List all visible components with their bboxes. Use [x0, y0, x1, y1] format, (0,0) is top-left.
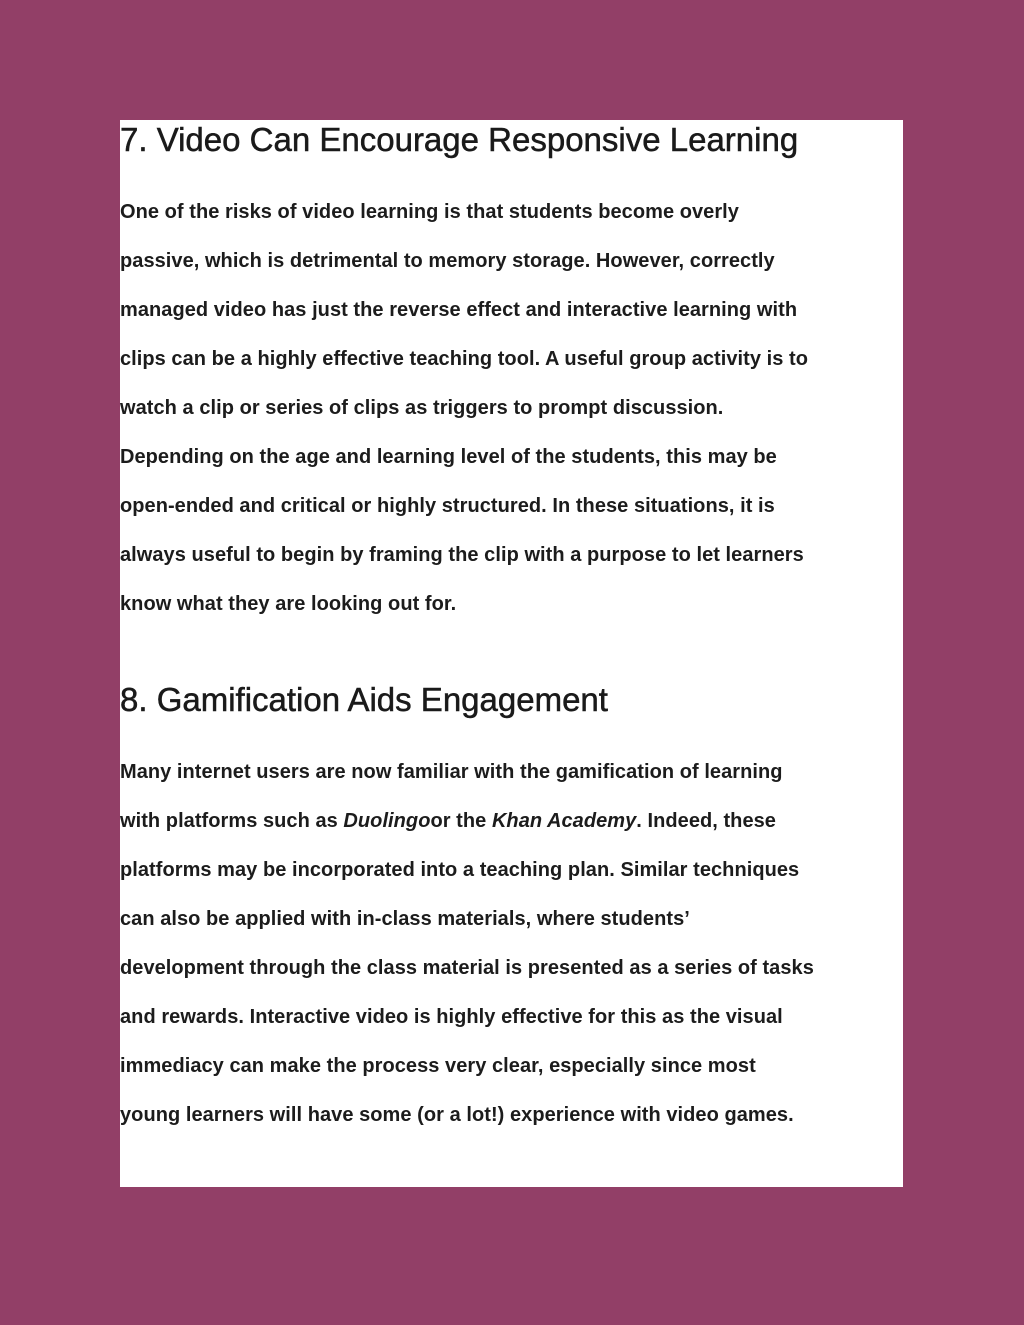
paragraph-line: One of the risks of video learning is that students become overly	[120, 201, 739, 223]
paragraph-line: and rewards. Interactive video is highly effective for this as the visual	[120, 1006, 783, 1028]
line-text: with platforms such as	[120, 810, 344, 832]
paragraph-line: always useful to begin by framing the clip with a purpose to let learners	[120, 544, 804, 566]
paragraph-line: clips can be a highly effective teaching tool. A useful group activity is to	[120, 348, 809, 370]
section-heading: 8. Gamification Aids Engagement	[120, 681, 608, 718]
paragraph-line: development through the class material is presented as a series of tasks	[120, 957, 814, 979]
section-paragraph	[120, 198, 903, 639]
paragraph-line: Many internet users are now familiar with the gamification of learning	[120, 761, 783, 783]
line-text: or the	[430, 810, 492, 832]
paragraph-line: open-ended and critical or highly structured. In these situations, it is	[120, 495, 775, 517]
paragraph-line: know what they are looking out for.	[120, 593, 457, 615]
paragraph-line: watch a clip or series of clips as triggers to prompt discussion.	[120, 397, 724, 419]
content-card	[120, 120, 903, 1187]
emphasis-duolingo: Duolingo	[343, 810, 431, 832]
paragraph-line: young learners will have some (or a lot!) experience with video games.	[120, 1104, 794, 1126]
section-video-responsive-learning	[120, 120, 903, 639]
paragraph-line: can also be applied with in-class materials, where students’	[120, 908, 690, 930]
paragraph-line: platforms may be incorporated into a teaching plan. Similar techniques	[120, 859, 800, 881]
emphasis-khan-academy: Khan Academy	[491, 810, 637, 832]
section-paragraph	[120, 758, 903, 1150]
paragraph-line: passive, which is detrimental to memory storage. However, correctly	[120, 250, 775, 272]
paragraph-line: managed video has just the reverse effect and interactive learning with	[120, 299, 798, 321]
section-heading: 7. Video Can Encourage Responsive Learning	[120, 121, 799, 158]
paragraph-line: immediacy can make the process very clear, especially since most	[120, 1055, 756, 1077]
paragraph-line-with-emphasis	[120, 807, 903, 856]
paragraph-line: Depending on the age and learning level of the students, this may be	[120, 446, 777, 468]
section-gamification-engagement	[120, 680, 903, 1150]
line-text: . Indeed, these	[636, 810, 776, 832]
